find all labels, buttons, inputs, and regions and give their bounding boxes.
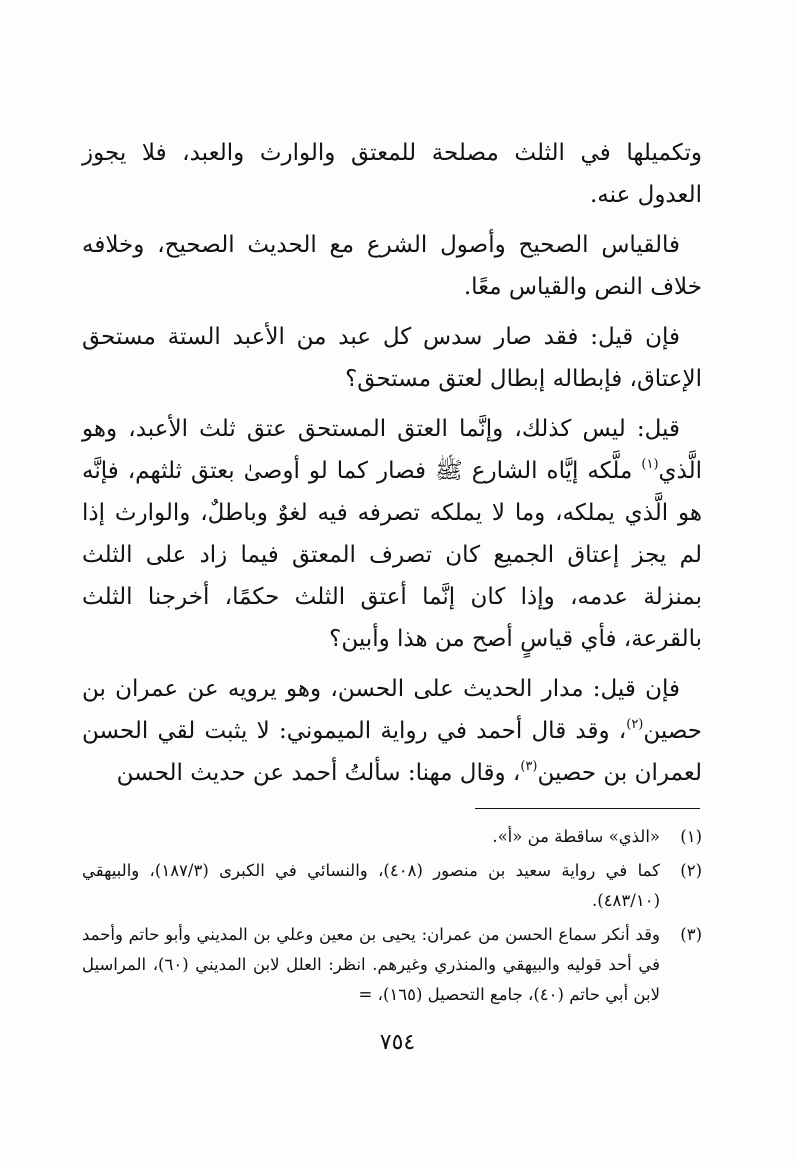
footnotes-section — [82, 822, 702, 1014]
paragraph-4-text-b: ملَّكه إيَّاه الشارع ﷺ فصار كما لو أوصىٰ بعتق ثلثهم، فإنَّه هو الَّذي يملكه، وما لا يملكه تصرفه فيه لغوٌ وباطلٌ، والوارث إذا لم يجز إعتاق الجميع كان تصرف المعتق فيما زاد على الثلث بمنزلة عدمه، وإذا كان إنَّما أعتق الثلث حكمًا، أخرجنا الثلث بالقرعة، فأي قياسٍ أصح من هذا وأبين؟ — [82, 458, 702, 652]
paragraph-5-text-b: ، وقد قال أحمد في رواية الميموني: لا يثبت لقي الحسن لعمران بن حصين — [82, 718, 702, 786]
main-text — [82, 132, 702, 802]
page-number: ٧٥٤ — [379, 1030, 416, 1055]
footnote-divider — [475, 808, 700, 809]
paragraph-1 — [82, 132, 702, 216]
paragraph-3 — [82, 316, 702, 400]
footnote-1-number: (١) — [680, 827, 702, 846]
paragraph-2 — [82, 224, 702, 308]
footnote-1-text: «الذي» ساقطة من «أ». — [492, 827, 660, 846]
footnote-2 — [82, 856, 702, 916]
footnote-ref-1[interactable]: (١) — [641, 457, 659, 472]
paragraph-5-text-a: فإن قيل: مدار الحديث على الحسن، وهو يرويه عن عمران بن حصين — [82, 676, 702, 744]
footnote-2-text: كما في رواية سعيد بن منصور (٤٠٨)، والنسائي في الكبرى (١٨٧/٣)، والبيهقي (٤٨٣/١٠). — [82, 861, 661, 910]
paragraph-5-text-c: ، وقال مهنا: سألتُ أحمد عن حديث الحسن — [116, 760, 521, 786]
paragraph-4 — [82, 408, 702, 660]
footnote-ref-2[interactable]: (٢) — [626, 717, 644, 732]
paragraph-5 — [82, 668, 702, 794]
footnote-2-number: (٢) — [680, 861, 702, 880]
footnote-3-text: وقد أنكر سماع الحسن من عمران: يحيى بن معين وعلي بن المديني وأبو حاتم وأحمد في أحد قوليه والبيهقي والمنذري وغيرهم. انظر: العلل لابن المديني (٦٠)، المراسيل لابن أبي حاتم (٤٠)، جامع التحصيل (١٦٥)، = — [82, 925, 660, 1004]
footnote-ref-3[interactable]: (٣) — [520, 759, 538, 774]
paragraph-4-text-a: قيل: ليس كذلك، وإنَّما العتق المستحق عتق ثلث الأعبد، وهو الَّذي — [82, 416, 702, 484]
footnote-1 — [82, 822, 702, 852]
footnote-3 — [82, 920, 702, 1010]
paragraph-3-text: فإن قيل: فقد صار سدس كل عبد من الأعبد الستة مستحق الإعتاق، فإبطاله إبطال لعتق مستحق؟ — [82, 324, 702, 392]
paragraph-2-text: فالقياس الصحيح وأصول الشرع مع الحديث الصحيح، وخلافه خلاف النص والقياس معًا. — [82, 232, 702, 300]
paragraph-1-text: وتكميلها في الثلث مصلحة للمعتق والوارث والعبد، فلا يجوز العدول عنه. — [82, 140, 702, 208]
footnote-3-number: (٣) — [680, 925, 702, 944]
